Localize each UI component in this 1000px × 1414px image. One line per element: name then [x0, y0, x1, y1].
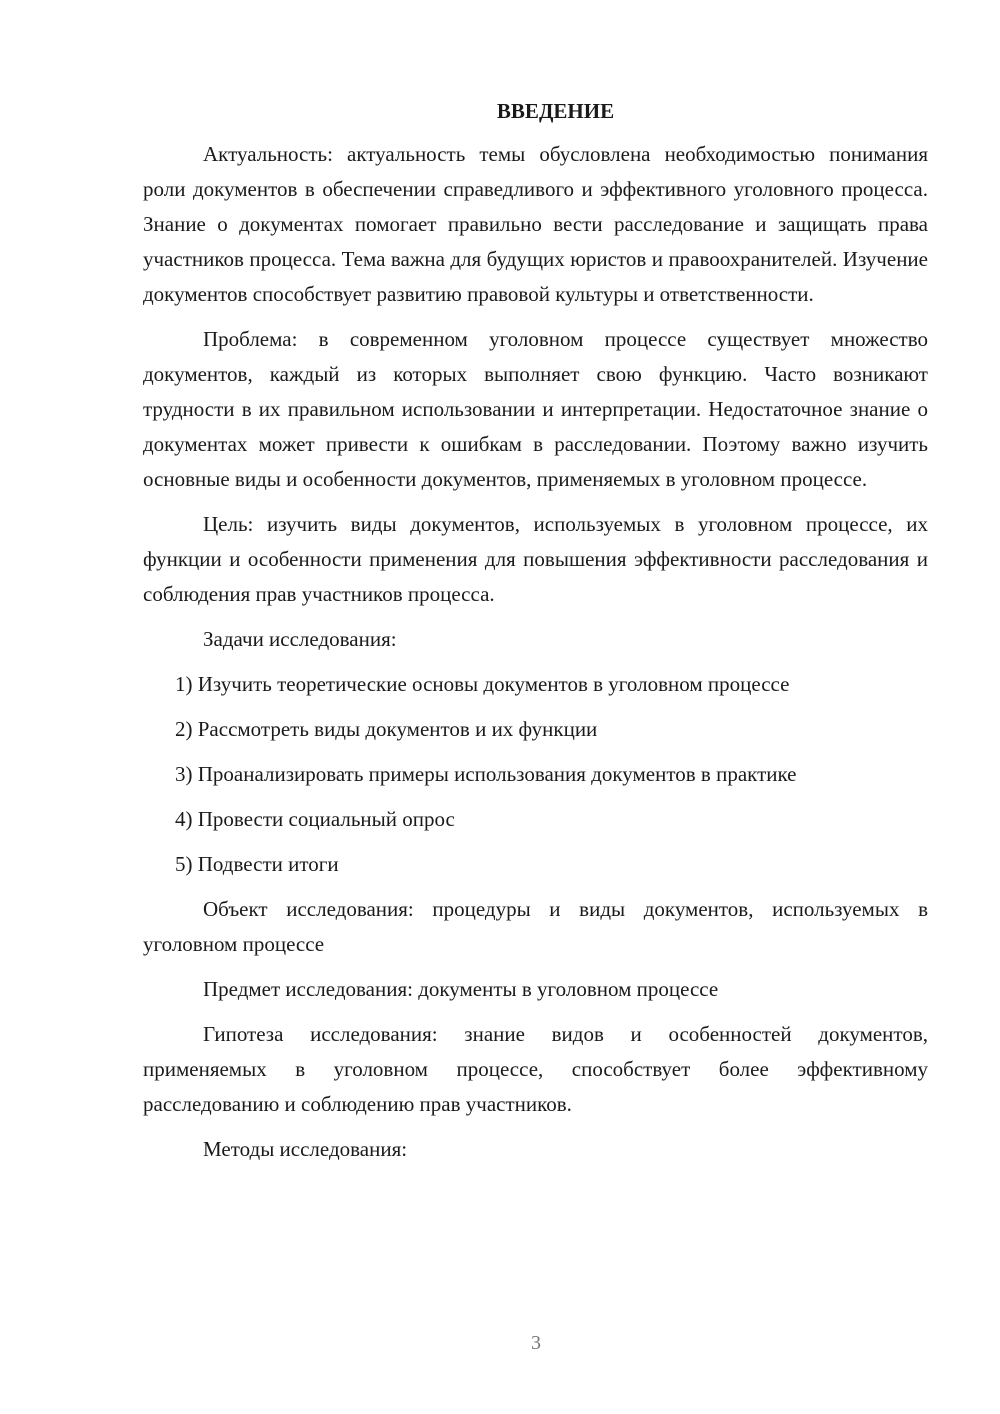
problem-paragraph: Проблема: в современном уголовном процессе существует множество документов, каждый из которых выполняет свою функцию. Часто возникают трудности в их правильном использовании и интерпретации. Недостаточное знание о документах может привести к ошибкам в расследовании. Поэтому важно изучить основные виды и особенности документов, применяемых в уголовном процессе. — [143, 327, 928, 491]
task-item: 1) Изучить теоретические основы документов в уголовном процессе — [175, 672, 790, 696]
section-title: ВВЕДЕНИЕ — [496, 99, 615, 123]
task-item: 2) Рассмотреть виды документов и их функции — [175, 717, 598, 741]
task-item: 5) Подвести итоги — [175, 852, 339, 876]
relevance-paragraph: Актуальность: актуальность темы обусловлена необходимостью понимания роли документов в обеспечении справедливого и эффективного уголовного процесса. Знание о документах помогает правильно вести расследование и защищать права участников процесса. Тема важна для будущих юристов и правоохранителей. Изучение документов способствует развитию правовой культуры и ответственности. — [143, 142, 928, 306]
subject-paragraph: Предмет исследования: документы в уголовном процессе — [203, 977, 719, 1001]
tasks-list — [143, 667, 928, 882]
hypothesis-paragraph: Гипотеза исследования: знание видов и особенностей документов, применяемых в уголовном процессе, способствует более эффективному расследованию и соблюдению прав участников. — [143, 1022, 928, 1116]
task-item: 3) Проанализировать примеры использования документов в практике — [175, 762, 797, 786]
methods-heading: Методы исследования: — [203, 1137, 408, 1161]
page-content — [143, 94, 928, 1177]
page-number: 3 — [531, 1332, 541, 1354]
tasks-heading: Задачи исследования: — [203, 627, 397, 651]
object-paragraph: Объект исследования: процедуры и виды документов, используемых в уголовном процессе — [143, 897, 928, 956]
task-item: 4) Провести социальный опрос — [175, 807, 455, 831]
goal-paragraph: Цель: изучить виды документов, используемых в уголовном процессе, их функции и особенности применения для повышения эффективности расследования и соблюдения прав участников процесса. — [143, 512, 928, 606]
